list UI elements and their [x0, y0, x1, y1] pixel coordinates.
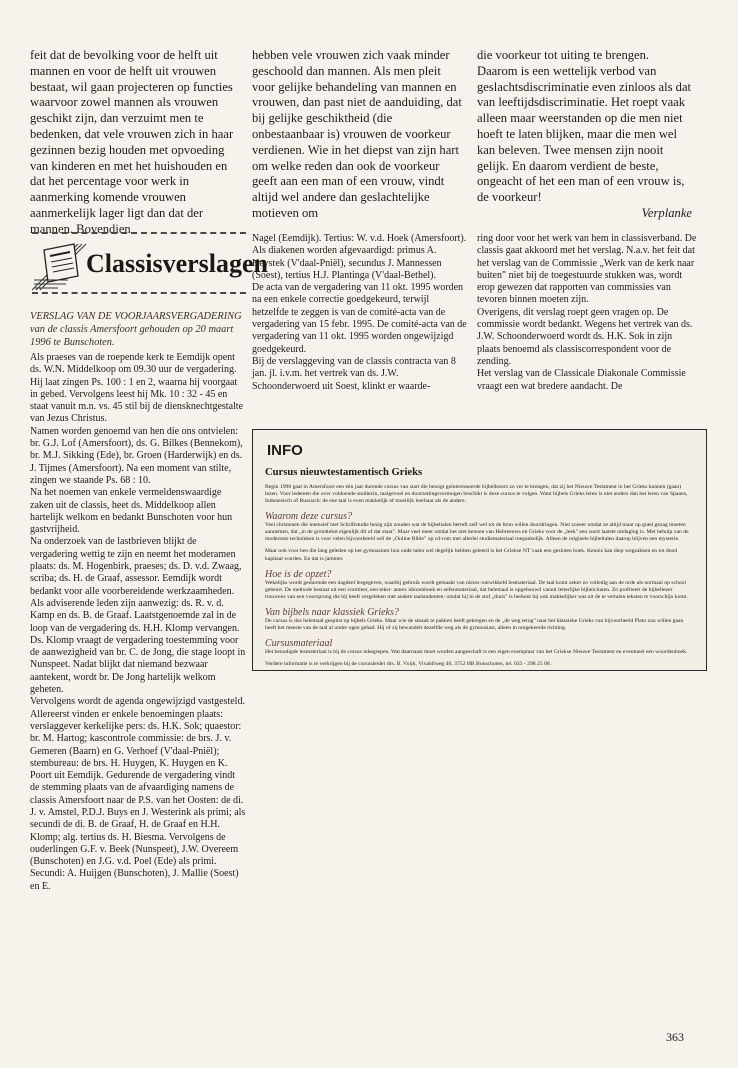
opinion-text: die voorkeur tot uiting te brengen. Daarom is een wettelijk verbod van geslachtsdiscriminatie even zinloos als dat van leeftijdsdiscriminatie. Het roept vaak alleen maar weerstanden op die men niet hoeft te laten blijken, maar die men wel kan beleven. Twee mensen zijn nooit gelijk. En daarom verdient de beste, ongeacht of het een man of een vrouw is, de voorkeur! — [477, 48, 692, 205]
page-number: 363 — [666, 1030, 684, 1044]
info-contact: Verdere informatie is te verkrijgen bij de cursusleider drs. B. Vuijk, Vivaldiweg 40, 3752 HB Bunschoten, tel. 033 - 298 25 08. — [265, 661, 552, 668]
paragraph: Allereerst vinden er enkele benoemingen plaats: verslaggever kerkelijke pers: ds. H.K. Sok; quaestor: br. M. Hartog; kascontrole commissie: de brs. J. v. Gemeren (Baarn) en G. Verhoef (V'daal-Pniël); stembureau: de brs. H. Huygen, K. Huygen en K. Poort uit Eemdijk. Gedurende de vergadering vindt de stemming plaats van de afvaardiging namens de classis Amersfoort naar de P.S. van het Oosten: de di. J. v. Amstel, P.D.J. Buys en J. Westerink als primi; als secundi de di. B. de Graaf, H. de Graaf en H.H. Klomp; alg. tertius ds. H. Biesma. Vervolgens de ouderlingen G.F. v. Beek (Nunspeet), J.W. Overeem (Bunschoten) en J.G. v.d. Poel (Ede) als primi. Secundi: A. Huijgen (Bunschoten), J. Mallie (Soest) en E. — [30, 708, 246, 892]
author-signature: Verplanke — [641, 205, 692, 220]
paragraph: Vervolgens wordt de agenda ongewijzigd vastgesteld. — [30, 696, 245, 708]
paragraph: Als adviserende leden zijn aanwezig: ds. R. v. d. Kamp en ds. B. de Graaf. Laatstgenoemde zal in de loop van de vergadering ds. H.H. Klomp vervangen. — [30, 597, 240, 634]
paragraph: Namen worden genoemd van hen die ons ontvielen: br. G.J. Lof (Amersfoort), ds. G. Bilkes (Bennekom), br. M.J. Sikking (Ede), br. Groen (Harderwijk) en ds. J. Tijmes (Amersfoort). Na een moment van stilte, zingen we staande Ps. 68 : 10. — [30, 425, 243, 486]
info-paragraph: Het benodigde lesmateriaal is bij de cursus inbegrepen. Wat daarnaast moet worden aangeschaft is een eigen exemplaar van het Griekse Nieuwe Testament en eventueel een woordenboek. — [265, 649, 688, 656]
info-subheading: Hoe is de opzet? — [265, 568, 332, 580]
opinion-column-1 — [30, 48, 240, 238]
info-box — [252, 429, 707, 671]
paragraph: Het verslag van de Classicale Diakonale Commissie vraagt een wat bredere aandacht. De — [477, 368, 686, 392]
report-subtitle: VERSLAG VAN DE VOORJAARSVERGADERING van de classis Amersfoort gehouden op 20 maart 1996 te Bunschoten. — [30, 311, 242, 348]
paragraph: ring door voor het werk van hem in classisverband. De classis gaat akkoord met het verslag. N.a.v. het feit dat het verslag van de Commissie „Werk van de kerk naar buiten" niet bij de toegestuurde stukken was, wordt erop gewezen dat rapporten van commissies van tevoren binnen moeten zijn. — [477, 233, 697, 306]
dashed-divider — [32, 292, 246, 294]
info-paragraph: De cursus is dus helemaal gespitst op bijbels Grieks. Maar wie de smaak te pakken heeft gekregen en de „de weg terug" naar het klassieke Grieks van bijvoorbeeld Plato zou willen gaan heeft het meeste van de taal al onder ogen gehad. Hij of zij bewandelt dezelfde weg als de gymnasiast, alleen in omgekeerde richting. — [265, 617, 684, 631]
course-title: Cursus nieuwtestamentisch Grieks — [265, 467, 423, 478]
info-subheading: Waarom deze cursus? — [265, 511, 353, 523]
paragraph: Nagel (Eemdijk). Tertius: W. v.d. Hoek (Amersfoort). Als diakenen worden afgevaardigd: primus A. Heystek (V'daal-Pniël), secundus J. Mannessen (Soest), tertius H.J. Plantinga (V'daal-Bethel). — [252, 233, 467, 281]
opinion-text: hebben vele vrouwen zich vaak minder geschoold dan mannen. Als men pleit voor gelijke behandeling van mannen en vrouwen, dan past niet de aanduiding, dat bij gelijke geschiktheid (die onbestaanbaar is) vrouwen de voorkeur verdienen. Wie in het diepst van zijn hart om welke reden dan ook de voorkeur geeft aan een man of een vrouw, vindt altijd wel andere dan geslachtelijke motieven om — [252, 48, 462, 220]
section-header — [28, 232, 268, 294]
paragraph: Als praeses van de roepende kerk te Eemdijk opent ds. W.N. Middelkoop om 09.30 uur de vergadering. Hij laat zingen Ps. 100 : 1 en 2, waarna hij voorgaat in gebed. Vervolgens leest hij Mk. 10 : 32 - 45 en staat vanuit m.n. vs. 45 stil bij de diensknechtgestalte van Jezus Christus. — [30, 352, 244, 425]
info-intro: Begin 1996 gaat in Amersfoort een één jaar durende cursus van start die beoogt geïnteresseerde bijbellezers zo ver te brengen, dat zij het Nieuwe Testament in het Grieks kunnen (gaan) lezen. Voor iedereen die over voldoende studiezin, taalgevoel en doorzettingsvermogen beschikt is deze cursus te volgen. Want bijbels Grieks leren is niet anders dan het leren van Spaans, Indonesisch of Russisch: de ene taal is even makkelijk of moeilijk leerbaar als de andere. — [265, 484, 688, 505]
newspaper-icon — [28, 236, 88, 294]
info-paragraph: Maar ook voor hen die lang geleden op het gymnasium hun oude talen wel degelijk hebben geleerd is het Griekse NT vaak een gesloten boek. Kennis kan diep wegzakken en tot dood kapitaal worden. En dat is jammer. — [265, 548, 678, 562]
report-column-3 — [477, 233, 697, 393]
paragraph: Ds. Klomp vraagt de vergadering toestemming voor de aanwezigheid van br. C. de Jong, die stage loopt in Nunspeet. Nadat blijkt dat niemand bezwaar aantekent, wordt br. De Jong hartelijk welkom geheten. — [30, 634, 246, 696]
dashed-divider — [32, 232, 246, 234]
info-heading: INFO — [267, 442, 303, 459]
paragraph: Bij de verslaggeving van de classis contracta van 8 jan. jl. i.v.m. het vertrek van ds. J.W. Schoonderwoerd uit Soest, klinkt er waarde- — [252, 355, 456, 392]
paragraph: Overigens, dit verslag roept geen vragen op. De commissie wordt bedankt. Wegens het vertrek van ds. J.W. Schoonderwoerd wordt ds. H.K. Sok in zijn plaats benoemd als classiscorrespondent voor de zending. — [477, 306, 693, 367]
opinion-text: feit dat de bevolking voor de helft uit mannen en voor de helft uit vrouwen bestaat, wil gaan projecteren op functies waarvoor zowel mannen als vrouwen geschikt zijn, dan verzuimt men te bedenken, dat vele vrouwen zich in haar gezinnen bezig houden met opvoeding van kinderen en met het huishouden en dat het percentage voor werk in aanmerking komende vrouwen aanmerkelijk lager ligt dan dat der mannen. Bovendien — [30, 48, 234, 236]
info-paragraph: Veel christenen die intensief met Schriftstudie bezig zijn zouden wat de bijbeltalen betreft zelf wel tot de bron willen doordringen. Niet zozeer omdat ze altijd maar op goed gezag moeten aannemen, dat „in de grondtekst eigenlijk dit of dat staat". Maar veel meer omdat het niet kennen van Hebreeuws en Grieks voor de „leek" een soort laatste uitdaging is. Met behulp van de modernste technieken is voor velen bijvoorbeeld wèl de „Online Bible" op cd-rom met allerlei studiemateriaal toegankelijk. Alleen de originele bijbeltalen daarop blijven een mysterie. — [265, 522, 689, 543]
info-subheading: Cursusmateriaal — [265, 638, 333, 650]
opinion-column-3 — [477, 48, 692, 222]
report-column-2 — [252, 233, 468, 393]
opinion-column-2 — [252, 48, 462, 222]
report-column-1 — [30, 352, 246, 893]
section-title: Classisverslagen — [86, 249, 268, 278]
paragraph: De acta van de vergadering van 11 okt. 1995 worden na een enkele correctie goedgekeurd, terwijl hetzelfde te zeggen is van de comité-acta van de vergadering van 15 febr. 1995. De comité-acta van de vergadering van 11 okt. 1995 worden ongewijzigd goedgekeurd. — [252, 282, 467, 355]
paragraph: Na onderzoek van de lastbrieven blijkt de vergadering wettig te zijn en neemt het moderamen plaats: ds. M. Hogenbirk, praeses; ds. D. v.d. Zwaag, scriba; ds. H. de Graaf, assessor. Eemdijk wordt bedankt voor alle voorbereidende werkzaamheden. — [30, 536, 242, 597]
info-subheading: Van bijbels naar klassiek Grieks? — [265, 606, 399, 618]
info-paragraph: Wekelijks wordt gedurende een dagdeel lesgegeven, waarbij gebruik wordt gemaakt van nieuw-ontwikkeld lesmateriaal. De taal komt zeker zo volledig aan de orde als normaal op school gebeurt. De methode bestaat uit een vormleer, een tekst- annex idioomboek en oefenmateriaal, dat helemaal is opgebouwd vanuit letterlijke bijbelcitaten. Zo profiteert de bijbellezer trouwens van een voorsprong die hij heeft vergeleken met andere taalstudenten: omdat hij in de stof „thuis" is herkent hij ook makkelijker wat uit de te vertalen teksten te voorschijn komt. — [265, 579, 688, 600]
paragraph: Na het noemen van enkele vermeldenswaardige zaken uit de classis, heet ds. Middelkoop allen hartelijk welkom en bedankt Bunschoten voor hun gastvrijheid. — [30, 487, 233, 536]
